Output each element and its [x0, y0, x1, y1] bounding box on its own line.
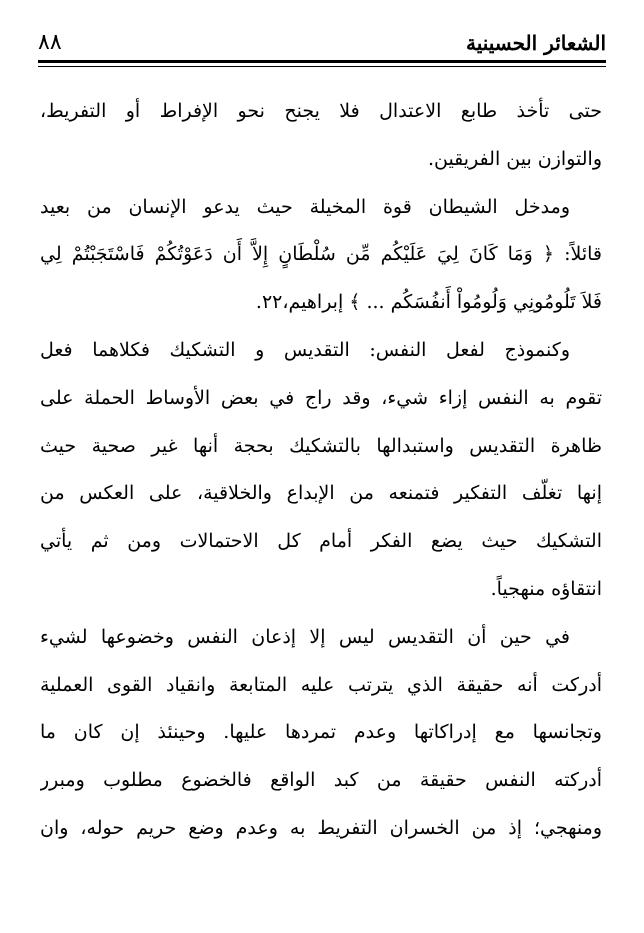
text-line: والتوازن بين الفريقين.: [427, 147, 602, 170]
text-line: تقوم به النفس إزاء شيء، وقد راج في بعض الأوساط الحملة على: [40, 386, 602, 409]
quran-verse-line: فَلاَ تَلُومُونِي وَلُومُواْ أَنفُسَكُم ... ﴾ إبراهيم،٢٢.: [255, 291, 602, 314]
running-title: الشعائر الحسينية: [465, 31, 606, 55]
body-text: [40, 88, 602, 853]
text-line: إنها تغلّف التفكير فتمنعه من الإبداع والخلاقية، على العكس من: [40, 482, 602, 505]
header-rule-thick: [38, 60, 606, 63]
text-line: انتقاؤه منهجياً.: [490, 577, 602, 600]
text-line: ظاهرة التقديس واستبدالها بالتشكيك بحجة أنها غير صحية حيث: [40, 434, 602, 457]
header-rule-thin: [38, 66, 606, 67]
quran-verse-line: قائلاً: ﴿ وَمَا كَانَ لِيَ عَلَيْكُم مِّن سُلْطَانٍ إِلاَّ أَن دَعَوْتُكُمْ فَاسْتَجَبْتُمْ لِي: [40, 243, 602, 266]
text-line: وكنموذج لفعل النفس: التقديس و التشكيك فكلاهما فعل: [40, 338, 570, 361]
page-header: [38, 26, 606, 66]
text-line: التشكيك حيث يضع الفكر أمام كل الاحتمالات ومن ثم يأتي: [40, 530, 602, 553]
text-line: ومدخل الشيطان قوة المخيلة حيث يدعو الإنسان من بعيد: [40, 195, 570, 218]
text-line: وتجانسها مع إدراكاتها وعدم تمردها عليها. وحينئذ إن كان ما: [40, 721, 602, 744]
text-line: أدركته النفس حقيقة من كبد الواقع فالخضوع مطلوب ومبرر: [40, 769, 602, 792]
text-line: في حين أن التقديس ليس إلا إذعان النفس وخضوعها لشيء: [40, 625, 570, 648]
text-line: أدركت أنه حقيقة الذي يترتب عليه المتابعة وانقياد القوى العملية: [40, 673, 602, 696]
text-line: ومنهجي؛ إذ من الخسران التفريط به وعدم وضع حريم حوله، وان: [40, 816, 602, 839]
text-line: حتى تأخذ طابع الاعتدال فلا يجنح نحو الإفراط أو التفريط،: [40, 100, 602, 122]
page-number: ٨٨: [38, 30, 62, 55]
